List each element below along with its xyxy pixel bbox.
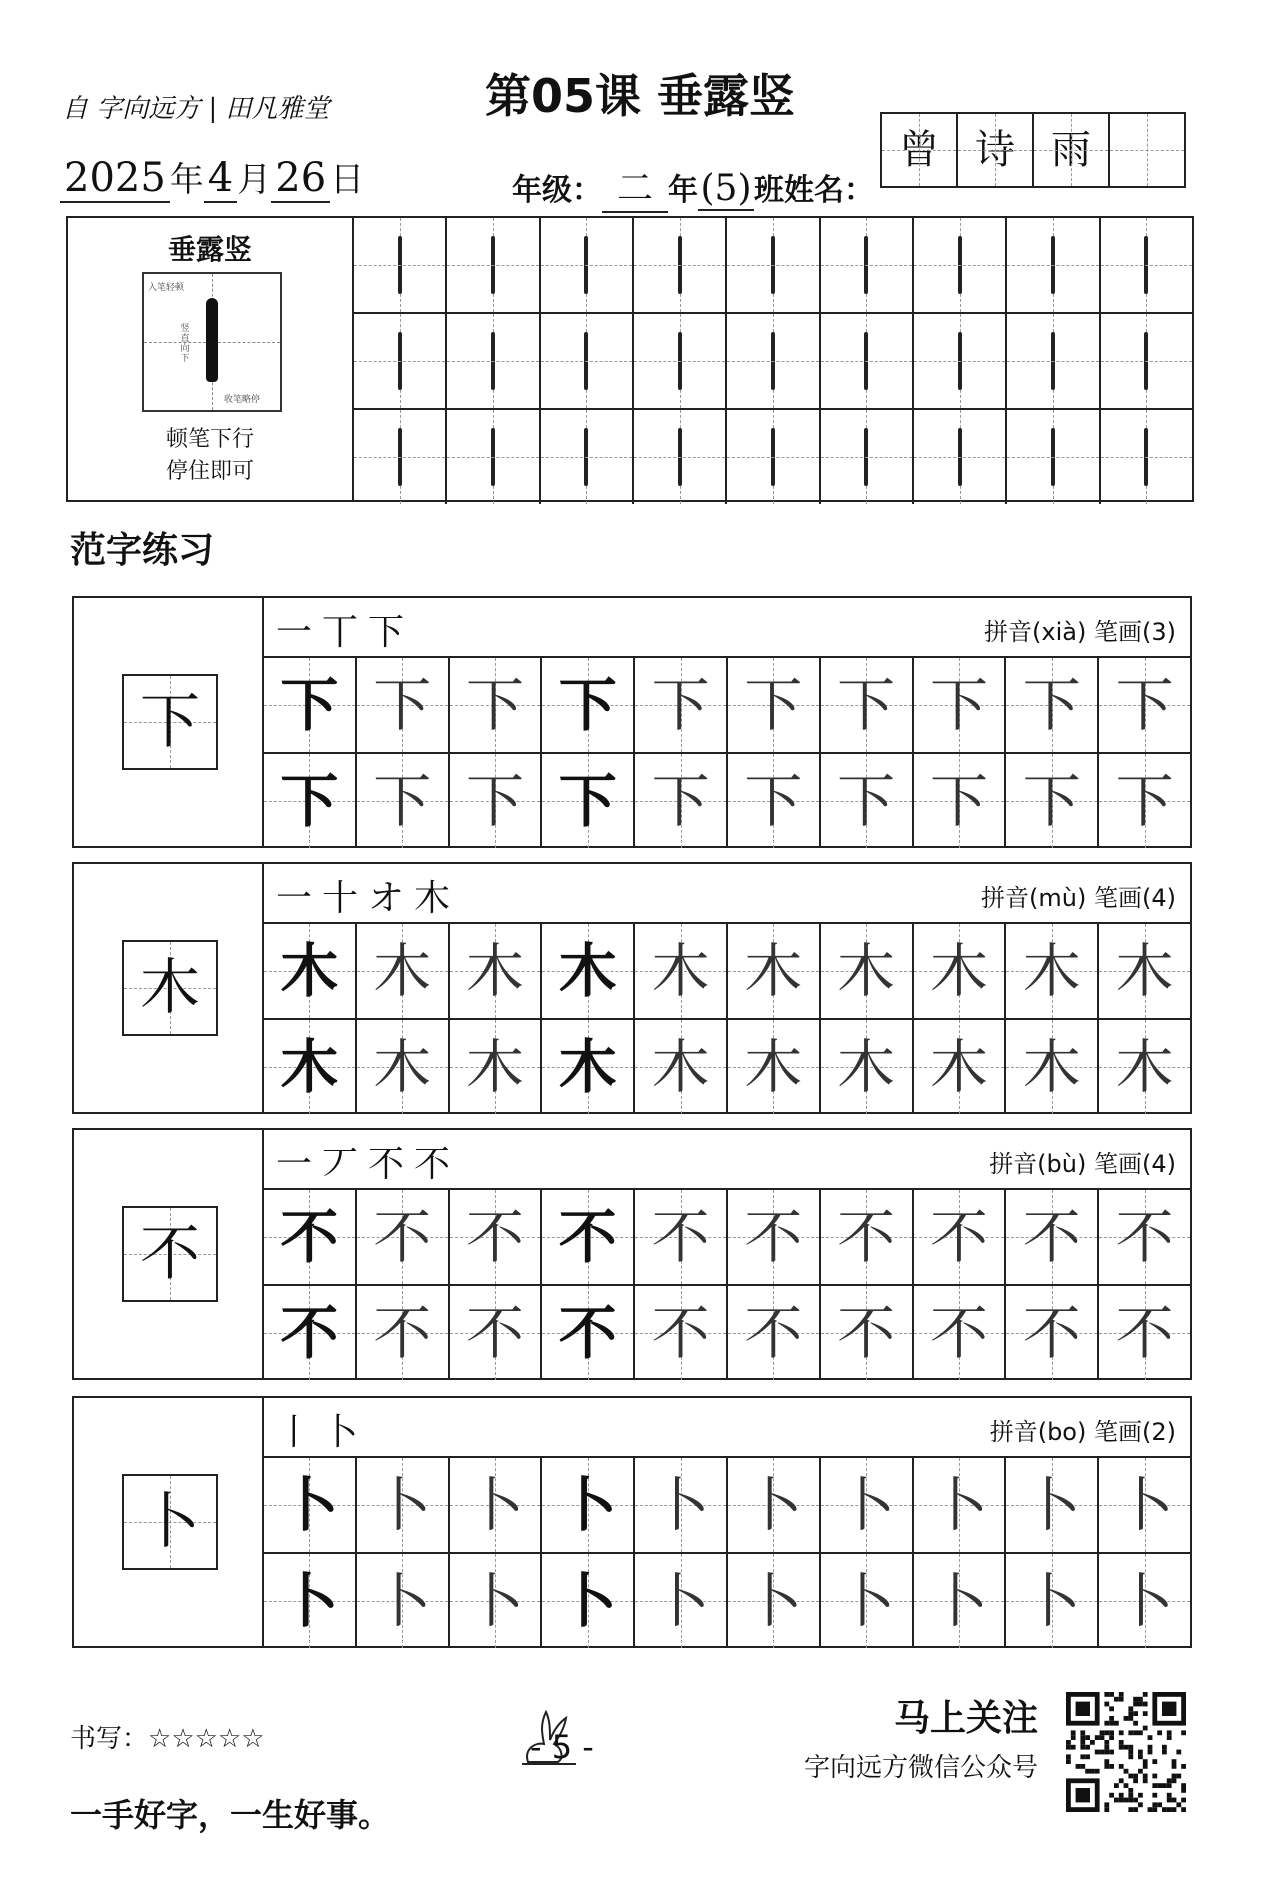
stroke-practice-cell <box>1007 410 1100 504</box>
stroke-practice-cell <box>821 314 914 408</box>
char-practice-cell: 木 <box>1006 1020 1099 1114</box>
char-practice-cell: 木 <box>821 1020 914 1114</box>
char-practice-area <box>264 1130 1190 1378</box>
char-practice-cell: 木 <box>264 1020 357 1114</box>
char-info <box>981 878 1176 913</box>
stroke-practice-cell <box>1007 218 1100 312</box>
stroke-practice-cell <box>914 218 1007 312</box>
char-practice-cell: 木 <box>1099 1020 1190 1114</box>
brand-logo: 自 字向远方 | 田凡雅堂 <box>62 94 330 124</box>
date-year-suffix: 年 <box>169 160 204 200</box>
stroke-practice-cell <box>634 410 727 504</box>
stroke-practice-cell <box>727 410 820 504</box>
page-number: - 5 - <box>530 1728 594 1766</box>
qr-code-icon[interactable] <box>1066 1692 1186 1812</box>
stroke-practice-cell <box>541 314 634 408</box>
char-practice-cell: 不 <box>1099 1286 1190 1380</box>
stroke-title: 垂露竖 <box>167 233 252 266</box>
vertical-stroke-icon <box>1144 428 1148 486</box>
section-title: 范字练习 <box>70 530 215 571</box>
vertical-stroke-icon <box>398 428 402 486</box>
char-practice-cell: 木 <box>635 1020 728 1114</box>
char-practice-cell: 不 <box>1006 1190 1099 1284</box>
char-practice-row <box>264 754 1190 848</box>
char-practice-cell: 卜 <box>635 1458 728 1552</box>
follow-box <box>780 1690 1038 1784</box>
char-practice-cell: 木 <box>357 1020 450 1114</box>
vertical-stroke-icon <box>678 428 682 486</box>
vertical-stroke-icon <box>771 428 775 486</box>
pinyin-label: 拼音(bo) <box>989 1418 1087 1446</box>
char-practice-cell: 下 <box>1099 658 1190 752</box>
char-practice-cell: 卜 <box>821 1458 914 1552</box>
stroke-order: 一丆不不 <box>276 1144 461 1185</box>
vertical-stroke-icon <box>678 332 682 390</box>
char-practice-cell: 不 <box>450 1286 543 1380</box>
char-info <box>990 1412 1176 1447</box>
char-sample-panel <box>74 864 264 1112</box>
char-practice-cell: 卜 <box>914 1458 1007 1552</box>
char-practice-cell: 木 <box>450 1020 543 1114</box>
writing-rating <box>70 1718 265 1755</box>
char-practice-cell: 卜 <box>450 1458 543 1552</box>
char-practice-cell: 下 <box>357 754 450 848</box>
stroke-practice-cell <box>727 314 820 408</box>
stroke-info-panel <box>68 218 354 500</box>
char-sample: 木 <box>122 940 218 1036</box>
char-practice-cell: 卜 <box>264 1458 357 1552</box>
char-practice-cell: 不 <box>357 1190 450 1284</box>
char-practice-cell: 下 <box>264 658 357 752</box>
char-practice-block <box>72 1396 1192 1648</box>
char-practice-cell: 卜 <box>821 1554 914 1648</box>
vertical-stroke-icon <box>398 332 402 390</box>
motto: 一手好字，一生好事。 <box>70 1796 391 1834</box>
char-practice-cell: 不 <box>728 1190 821 1284</box>
char-practice-cell: 下 <box>1006 754 1099 848</box>
char-practice-cell: 下 <box>264 754 357 848</box>
char-practice-cell: 木 <box>1006 924 1099 1018</box>
char-practice-cell: 下 <box>357 658 450 752</box>
year-word: 年 <box>668 173 698 208</box>
strokes-label: 笔画(2) <box>1094 1418 1176 1446</box>
char-practice-area <box>264 864 1190 1112</box>
char-practice-cell: 不 <box>450 1190 543 1284</box>
char-practice-cell: 下 <box>450 754 543 848</box>
char-practice-row <box>264 1190 1190 1286</box>
char-practice-cell: 下 <box>821 658 914 752</box>
char-practice-cell: 木 <box>821 924 914 1018</box>
char-practice-cell: 卜 <box>357 1458 450 1552</box>
stroke-practice-block <box>66 216 1194 502</box>
vertical-stroke-icon <box>958 332 962 390</box>
char-practice-cell: 下 <box>1006 658 1099 752</box>
char-practice-cell: 不 <box>914 1286 1007 1380</box>
char-practice-cell: 下 <box>635 754 728 848</box>
date-day-suffix: 日 <box>330 160 365 200</box>
stroke-practice-cell <box>1007 314 1100 408</box>
char-practice-cell: 卜 <box>728 1458 821 1552</box>
char-practice-cell: 下 <box>914 658 1007 752</box>
stroke-practice-row <box>354 314 1192 410</box>
vertical-stroke-icon <box>864 428 868 486</box>
char-practice-block <box>72 862 1192 1114</box>
char-practice-cell: 不 <box>1099 1190 1190 1284</box>
char-practice-cell: 不 <box>821 1190 914 1284</box>
date-month-suffix: 月 <box>237 160 272 200</box>
char-info <box>989 1144 1176 1179</box>
char-practice-cell: 不 <box>264 1286 357 1380</box>
stroke-practice-cell <box>447 218 540 312</box>
stroke-practice-cell <box>914 410 1007 504</box>
char-practice-cell: 卜 <box>1099 1458 1190 1552</box>
char-practice-cell: 下 <box>821 754 914 848</box>
char-practice-cell: 不 <box>728 1286 821 1380</box>
char-practice-row <box>264 924 1190 1020</box>
strokes-label: 笔画(4) <box>1094 884 1176 912</box>
vertical-stroke-icon <box>771 236 775 294</box>
char-practice-block <box>72 596 1192 848</box>
vertical-stroke-icon <box>584 428 588 486</box>
pinyin-label: 拼音(xià) <box>984 618 1087 646</box>
lesson-title: 第05课 垂露竖 <box>484 69 796 123</box>
date-month: 4 <box>204 155 237 203</box>
char-sample-panel <box>74 1398 264 1646</box>
char-practice-cell: 卜 <box>357 1554 450 1648</box>
char-info <box>984 612 1176 647</box>
stroke-practice-cell <box>727 218 820 312</box>
vertical-stroke-icon <box>206 298 218 382</box>
vertical-stroke-icon <box>864 332 868 390</box>
char-practice-cell: 不 <box>542 1190 635 1284</box>
char-practice-cell: 卜 <box>635 1554 728 1648</box>
date-day: 26 <box>271 155 330 203</box>
char-practice-area <box>264 598 1190 846</box>
char-info-header <box>264 598 1190 658</box>
class-value: (5) <box>698 168 754 211</box>
vertical-stroke-icon <box>678 236 682 294</box>
char-practice-row <box>264 658 1190 754</box>
name-char-cell <box>1110 114 1184 186</box>
stroke-practice-cell <box>354 410 447 504</box>
char-practice-cell: 卜 <box>1006 1554 1099 1648</box>
vertical-stroke-icon <box>491 236 495 294</box>
char-practice-cell: 木 <box>635 924 728 1018</box>
stroke-practice-cell <box>821 218 914 312</box>
vertical-stroke-icon <box>1051 332 1055 390</box>
char-practice-cell: 不 <box>914 1190 1007 1284</box>
stroke-practice-cell <box>447 314 540 408</box>
stroke-desc-line: 顿笔下行 <box>165 427 254 452</box>
vertical-stroke-icon <box>1051 236 1055 294</box>
char-sample: 卜 <box>122 1474 218 1570</box>
vertical-stroke-icon <box>491 428 495 486</box>
char-practice-cell: 木 <box>914 1020 1007 1114</box>
char-practice-cell: 下 <box>1099 754 1190 848</box>
stroke-practice-cell <box>1101 410 1192 504</box>
char-practice-cell: 卜 <box>728 1554 821 1648</box>
stroke-order: 一丅下 <box>276 612 415 653</box>
char-practice-cell: 不 <box>264 1190 357 1284</box>
stroke-practice-row <box>354 218 1192 314</box>
char-practice-cell: 卜 <box>542 1458 635 1552</box>
vertical-stroke-icon <box>1144 332 1148 390</box>
char-practice-cell: 卜 <box>264 1554 357 1648</box>
stroke-practice-cell <box>914 314 1007 408</box>
char-practice-cell: 下 <box>450 658 543 752</box>
stroke-diagram <box>142 272 282 412</box>
char-sample-panel <box>74 598 264 846</box>
vertical-stroke-icon <box>398 236 402 294</box>
pinyin-label: 拼音(bù) <box>989 1150 1087 1178</box>
stroke-order: 丨卜 <box>276 1412 369 1453</box>
char-practice-cell: 下 <box>914 754 1007 848</box>
char-practice-cell: 不 <box>635 1286 728 1380</box>
stroke-practice-cell <box>447 410 540 504</box>
class-word: 班 <box>754 173 784 208</box>
grade-value: 二 <box>602 160 668 213</box>
rating-stars: ☆☆☆☆☆ <box>148 1724 265 1754</box>
char-practice-cell: 不 <box>542 1286 635 1380</box>
char-practice-cell: 下 <box>542 658 635 752</box>
stroke-description <box>68 424 352 488</box>
char-practice-cell: 不 <box>821 1286 914 1380</box>
char-practice-cell: 木 <box>728 1020 821 1114</box>
char-practice-row <box>264 1286 1190 1380</box>
name-label: 姓名： <box>784 173 874 208</box>
vertical-stroke-icon <box>864 236 868 294</box>
char-practice-cell: 卜 <box>450 1554 543 1648</box>
char-practice-cell: 卜 <box>1099 1554 1190 1648</box>
diagram-label-middle: 竖直向下 <box>180 324 190 364</box>
char-practice-cell: 下 <box>728 754 821 848</box>
stroke-practice-cell <box>1101 314 1192 408</box>
char-practice-cell: 卜 <box>1006 1458 1099 1552</box>
char-info-header <box>264 1130 1190 1190</box>
stroke-practice-cell <box>634 218 727 312</box>
stroke-practice-cell <box>1101 218 1192 312</box>
stroke-practice-cell <box>541 410 634 504</box>
pinyin-label: 拼音(mù) <box>981 884 1087 912</box>
char-practice-cell: 不 <box>357 1286 450 1380</box>
rating-label: 书写： <box>70 1724 149 1754</box>
char-practice-area <box>264 1398 1190 1646</box>
stroke-practice-cell <box>354 218 447 312</box>
char-sample: 不 <box>122 1206 218 1302</box>
name-box <box>880 112 1186 188</box>
stroke-practice-cell <box>634 314 727 408</box>
vertical-stroke-icon <box>771 332 775 390</box>
char-sample: 下 <box>122 674 218 770</box>
name-char-cell: 雨 <box>1034 114 1110 186</box>
stroke-practice-row <box>354 410 1192 504</box>
char-practice-cell: 卜 <box>914 1554 1007 1648</box>
char-practice-cell: 下 <box>542 754 635 848</box>
char-info-header <box>264 864 1190 924</box>
char-practice-cell: 不 <box>1006 1286 1099 1380</box>
char-practice-cell: 下 <box>635 658 728 752</box>
char-practice-cell: 木 <box>357 924 450 1018</box>
vertical-stroke-icon <box>584 236 588 294</box>
grade-line <box>512 160 874 213</box>
diagram-label-bottom: 收笔略停 <box>224 395 261 405</box>
strokes-label: 笔画(4) <box>1094 1150 1176 1178</box>
stroke-practice-grid <box>354 218 1192 500</box>
stroke-order: 一十オ木 <box>276 878 461 919</box>
char-practice-cell: 木 <box>542 924 635 1018</box>
strokes-label: 笔画(3) <box>1094 618 1176 646</box>
char-practice-block <box>72 1128 1192 1380</box>
vertical-stroke-icon <box>958 236 962 294</box>
follow-title: 马上关注 <box>893 1698 1038 1739</box>
char-practice-row <box>264 1554 1190 1648</box>
char-practice-cell: 卜 <box>542 1554 635 1648</box>
char-practice-cell: 木 <box>264 924 357 1018</box>
name-char-cell: 曾 <box>882 114 958 186</box>
stroke-practice-cell <box>354 314 447 408</box>
diagram-label-top: 入笔轻顿 <box>148 283 185 293</box>
name-char-cell: 诗 <box>958 114 1034 186</box>
follow-subtitle: 字向远方微信公众号 <box>803 1753 1038 1783</box>
char-practice-cell: 不 <box>635 1190 728 1284</box>
char-practice-row <box>264 1458 1190 1554</box>
vertical-stroke-icon <box>491 332 495 390</box>
vertical-stroke-icon <box>1051 428 1055 486</box>
char-practice-cell: 木 <box>728 924 821 1018</box>
stroke-practice-cell <box>821 410 914 504</box>
stroke-practice-cell <box>541 218 634 312</box>
stroke-desc-line: 停住即可 <box>165 459 254 484</box>
char-practice-cell: 木 <box>542 1020 635 1114</box>
date-line <box>60 152 364 201</box>
char-practice-row <box>264 1020 1190 1114</box>
char-info-header <box>264 1398 1190 1458</box>
char-practice-cell: 木 <box>450 924 543 1018</box>
vertical-stroke-icon <box>584 332 588 390</box>
vertical-stroke-icon <box>1144 236 1148 294</box>
grade-label: 年级： <box>512 173 602 208</box>
date-year: 2025 <box>60 155 170 203</box>
char-practice-cell: 下 <box>728 658 821 752</box>
vertical-stroke-icon <box>958 428 962 486</box>
char-practice-cell: 木 <box>1099 924 1190 1018</box>
char-practice-cell: 木 <box>914 924 1007 1018</box>
char-sample-panel <box>74 1130 264 1378</box>
